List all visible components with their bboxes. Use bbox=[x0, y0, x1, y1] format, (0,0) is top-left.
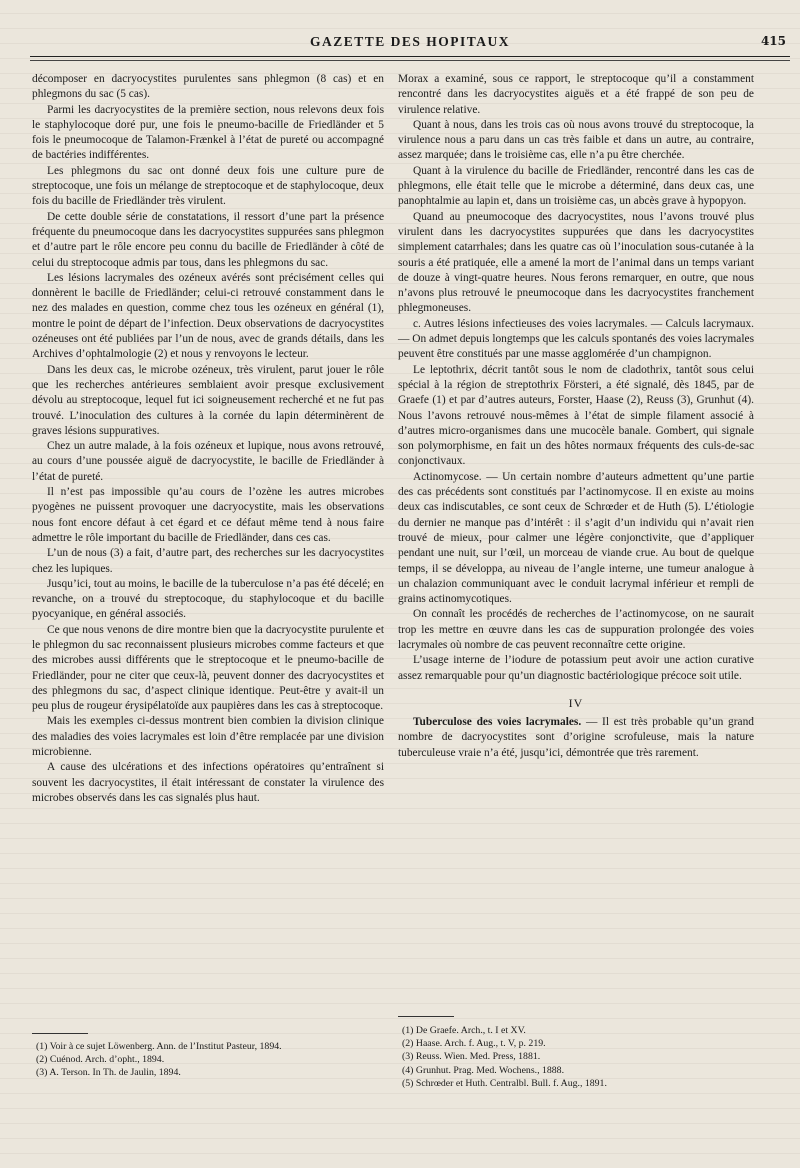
paragraph: Dans les deux cas, le microbe ozéneux, très virulent, parut jouer le rôle que les recherches antérieures semblaient avoir presque exclusivement dévolu au streptocoque, lequel fut ici soigneusement recherché et ne fut pas trouvé. L’inoculation des cultures à la cornée du lapin déterminèrent de graves lésions suppuratives. bbox=[32, 363, 384, 437]
paragraph: c. Autres lésions infectieuses des voies lacrymales. — Calculs lacrymaux. — On admet depuis longtemps que les calculs spontanés des voies lacrymales peuvent être constitués par une masse agglomérée d’un champignon. bbox=[398, 317, 754, 361]
header-rule-thick bbox=[30, 56, 790, 57]
paragraph: Quant à nous, dans les trois cas où nous avons trouvé du streptocoque, la virulence nous a paru dans un cas très faible et dans un autre, au contraire, assez marquée; dans le troisième cas, elle n’a pu être cherchée. bbox=[398, 118, 754, 162]
section-number: IV bbox=[568, 695, 584, 710]
footnotes-left bbox=[36, 1040, 376, 1080]
paragraph: Chez un autre malade, à la fois ozéneux et lupique, nous avons retrouvé, au cours d’une poussée aiguë de dacryocystite, le bacille de Friedländer à l’état de pureté. bbox=[32, 440, 384, 483]
paragraph: L’un de nous (3) a fait, d’autre part, des recherches sur les dacryocystites chez les lupiques. bbox=[32, 547, 384, 575]
paragraph: Les lésions lacrymales des ozéneux avérés sont précisément celles qui donnèrent le bacille de Friedländer; celui-ci retrouvé constamment dans le nez des malades en question, comme chez tous les ozéneux en général (1), montre le point de départ de l’infection. Deux observations de dacryocystites ozéneuses ont été publiées par l’un de nous, avec de grands détails, dans les Archives d’ophtalmologie (2) et nous y renvoyons le lecteur. bbox=[32, 271, 384, 361]
footnote: (2) Cuénod. Arch. d’opht., 1894. bbox=[36, 1054, 165, 1066]
paragraph: On connaît les procédés de recherches de l’actinomycose, on ne saurait trop les mettre en œuvre dans les cas de suppuration prolongée des voies lacrymales où nombre de cas peuvent reconnaître cette origine. bbox=[398, 608, 754, 651]
paragraph: L’usage interne de l’iodure de potassium peut avoir une action curative assez remarquable pour qu’un diagnostic bactériologique précoce soit utile. bbox=[398, 654, 754, 682]
paragraph: A cause des ulcérations et des infections opératoires qu’entraînent si souvent les dacryocystites, il était intéressant de constater la virulence des microbes observés dans les cas signalés plus haut. bbox=[32, 761, 384, 804]
footnote: (1) De Graefe. Arch., t. I et XV. bbox=[402, 1025, 526, 1036]
footnotes-right bbox=[402, 1024, 742, 1090]
paragraph: Parmi les dacryocystites de la première section, nous relevons deux fois le staphylocoque doré pur, une fois le pneumo-bacille de Friedländer et 5 fois le pneumocoque de Talamon-Frænkel à l’état de pureté ou accompagné de bactéries indifférentes. bbox=[32, 103, 384, 162]
paragraph: Jusqu’ici, tout au moins, le bacille de la tuberculose n’a pas été décelé; en revanche, on a trouvé du streptocoque, du staphylocoque et du bacille pyocyanique, en général associés. bbox=[32, 577, 384, 621]
paragraph: Les phlegmons du sac ont donné deux fois une culture pure de streptocoque, une fois un mélange de streptocoque et de staphylocoque, deux fois du bacille de Friedländer très virulent. bbox=[32, 164, 384, 208]
journal-title: GAZETTE DES HOPITAUX bbox=[309, 34, 511, 49]
footnote: (3) A. Terson. In Th. de Jaulin, 1894. bbox=[36, 1067, 181, 1079]
footnote-rule bbox=[398, 1016, 454, 1017]
footnote: (3) Reuss. Wien. Med. Press, 1881. bbox=[402, 1051, 541, 1063]
footnote: (2) Haase. Arch. f. Aug., t. V, p. 219. bbox=[402, 1038, 546, 1050]
paragraph: décomposer en dacryocystites purulentes sans phlegmon (8 cas) et en phlegmons du sac (5 cas). bbox=[32, 73, 384, 101]
left-column bbox=[32, 72, 384, 806]
section-title: Tuberculose des voies lacrymales. bbox=[413, 716, 582, 729]
right-column bbox=[398, 72, 754, 761]
paragraph: Ce que nous venons de dire montre bien que la dacryocystite purulente et le phlegmon du sac reconnaissent plusieurs microbes comme facteurs et que des microbes aussi différents que le streptocoque et le pneumo-bacille de Friedländer, pour ne citer que ceux-là, peuvent donner des dacryocystites et des phlegmons du sac, d’aspect clinique identique. Peut-être y avait-il un peu plus de rougeur érysipélatoïde aux paupières dans les cas à streptocoque. bbox=[32, 623, 384, 713]
page-number: 415 bbox=[760, 34, 786, 48]
paragraph: — Il est très probable qu’un grand nombre de dacryocystites sont d’origine scrofuleuse, mais la nature tuberculeuse vraie n’a été, jusqu’ici, démontrée que très rarement. bbox=[398, 716, 754, 759]
header-rule-thin bbox=[30, 60, 790, 61]
paragraph: Morax a examiné, sous ce rapport, le streptocoque qu’il a constamment rencontré dans les dacryocystites aiguës et a été frappé de son peu de virulence relative. bbox=[398, 73, 754, 116]
footnote: (1) Voir à ce sujet Löwenberg. Ann. de l’Institut Pasteur, 1894. bbox=[36, 1041, 282, 1052]
page-header bbox=[30, 28, 790, 68]
paragraph: Le leptothrix, décrit tantôt sous le nom de cladothrix, tantôt sous celui spécial à la région de streptothrix Försteri, a été signalé, dès 1845, par de Graefe (1) et par d’autres auteurs, Forster, Haase (2), Reuss (3), Grunhut (4). Nous l’avons retrouvé nous-mêmes à l’état de simple filament associé à d’autres micro-organismes dans une mucocèle banale. Gombert, qui signale son polymorphisme, en fait un des hôtes normaux fréquents des culs-de-sac conjonctivaux. bbox=[398, 363, 754, 468]
footnote: (4) Grunhut. Prag. Med. Wochens., 1888. bbox=[402, 1064, 565, 1076]
paragraph: Il n’est pas impossible qu’au cours de l’ozène les autres microbes pyogènes ne puissent provoquer une dacryocystite, mais les observations nous font encore défaut à cet égard et ce défaut même tend à nous faire admettre le rôle important du bacille de Friedländer, dans ces cas. bbox=[32, 486, 384, 544]
paragraph: Quant à la virulence du bacille de Friedländer, rencontré dans les cas de phlegmons, elle était telle que le microbe a déterminé, dans deux cas, une panophtalmie au lapin et, dans un troisième cas, un abcès grave à hypopyon. bbox=[398, 164, 754, 208]
paragraph: Mais les exemples ci-dessus montrent bien combien la division clinique des maladies des voies lacrymales est loin d’être remplacée par une division microbienne. bbox=[32, 715, 384, 759]
paragraph: De cette double série de constatations, il ressort d’une part la présence fréquente du pneumocoque dans les dacryocystites suppurées sans phlegmon et d’autre part le rôle encore peu connu du bacille de Friedländer à côté de celui du streptocoque admis par tous, dans les phlegmons du sac. bbox=[32, 210, 384, 269]
paragraph: Quand au pneumocoque des dacryocystites, nous l’avons trouvé plus virulent dans les dacryocystites suppurées que dans les dacryocystites simplement catarrhales; dans les quatre cas où l’inoculation sous-cutanée à la souris a été pratiquée, elle a amené la mort de l’animal dans un temps variant de douze à vingt-quatre heures. Nous ferons remarquer, en outre, que nous n’avons plus retrouvé le pneumocoque dans les dacryocystites franchement phlegmoneuses. bbox=[398, 210, 754, 315]
footnote-rule bbox=[32, 1033, 88, 1034]
footnote: (5) Schrœder et Huth. Centralbl. Bull. f. Aug., 1891. bbox=[402, 1077, 607, 1089]
paragraph: Actinomycose. — Un certain nombre d’auteurs admettent qu’une partie des cas précédents sont constitués par l’actinomycose. Il en existe au moins deux cas indiscutables, ce sont ceux de Schrœder et de Huth (5). L’étiologie du dernier ne manque pas d’intérêt : il s’agit d’un individu qui n’avait rien trouvé de mieux, pour calmer une légère conjonctivite, que d’appliquer pendant une nuit, sur l’œil, un morceau de viande crue. Au bout de quelque temps, il se développa, au niveau de l’angle interne, une tumeur analogue à un chalazion communiquant avec le conduit lacrymal inférieur et rempli de grains actinomycotiques. bbox=[398, 470, 754, 606]
